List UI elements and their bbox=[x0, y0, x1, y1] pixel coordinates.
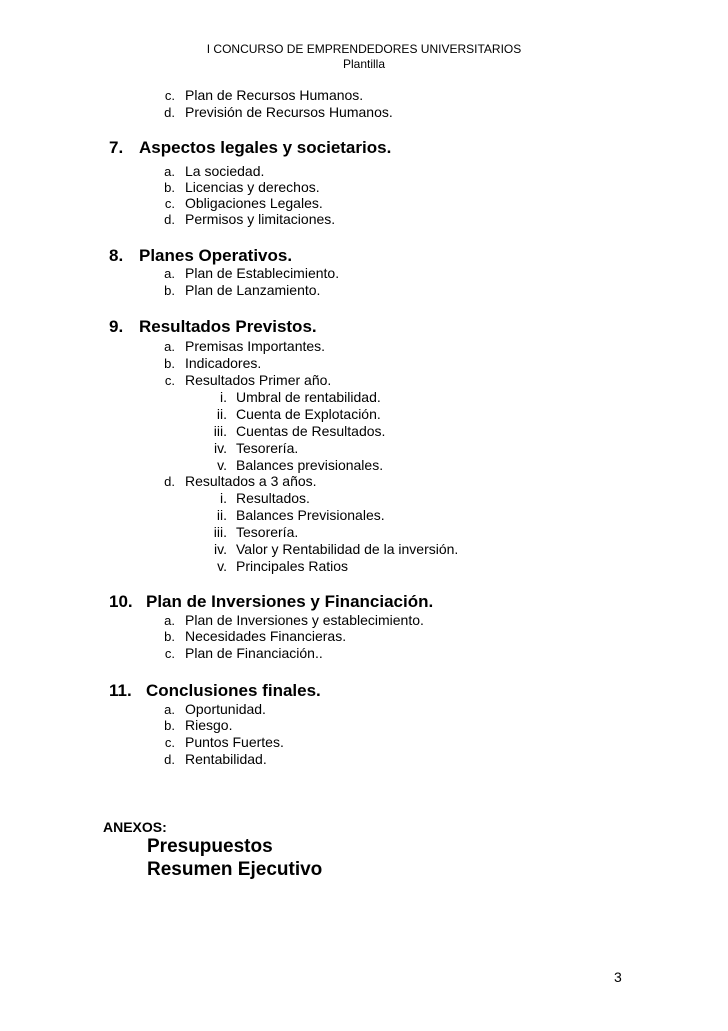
item-label: iii. bbox=[213, 423, 227, 439]
item-label: iv. bbox=[214, 440, 227, 456]
sub-list-item bbox=[205, 457, 383, 473]
item-label: c. bbox=[164, 196, 175, 211]
item-text: Puntos Fuertes. bbox=[185, 734, 284, 750]
section-number: 11. bbox=[109, 681, 132, 700]
sub-list-item bbox=[205, 423, 385, 439]
list-item bbox=[162, 355, 261, 371]
list-item bbox=[162, 372, 331, 388]
item-label: c. bbox=[164, 646, 175, 661]
item-text: Resultados Primer año. bbox=[185, 372, 332, 388]
list-item bbox=[162, 717, 232, 733]
item-text: Previsión de Recursos Humanos. bbox=[185, 104, 393, 120]
section-heading bbox=[109, 317, 317, 337]
section-title: Plan de Inversiones y Financiación. bbox=[146, 592, 434, 611]
item-text: Premisas Importantes. bbox=[185, 338, 326, 354]
list-item bbox=[162, 751, 267, 767]
item-label: a. bbox=[164, 164, 175, 179]
list-item bbox=[162, 282, 320, 298]
section-heading bbox=[109, 681, 321, 701]
item-label: ii. bbox=[216, 406, 227, 422]
item-label: c. bbox=[164, 735, 175, 750]
item-text: Permisos y limitaciones. bbox=[185, 211, 336, 227]
item-text: Plan de Recursos Humanos. bbox=[185, 87, 364, 103]
item-text: Balances Previsionales. bbox=[236, 507, 385, 523]
list-item bbox=[162, 645, 323, 661]
list-item bbox=[162, 211, 335, 227]
item-label: b. bbox=[164, 180, 175, 195]
item-text: Cuenta de Explotación. bbox=[236, 406, 381, 422]
item-label: i. bbox=[220, 389, 227, 405]
list-item bbox=[162, 195, 323, 211]
page-number: 3 bbox=[614, 969, 622, 985]
list-item bbox=[162, 701, 266, 717]
item-text: Oportunidad. bbox=[185, 701, 266, 717]
section-number: 8. bbox=[109, 246, 124, 265]
item-label: c. bbox=[164, 373, 175, 388]
section-number: 9. bbox=[109, 317, 124, 336]
item-text: Indicadores. bbox=[185, 355, 262, 371]
section-heading bbox=[109, 138, 391, 158]
item-text: Resultados a 3 años. bbox=[185, 473, 317, 489]
item-text: Obligaciones Legales. bbox=[185, 195, 323, 211]
item-text: Riesgo. bbox=[185, 717, 233, 733]
sub-list-item bbox=[205, 406, 381, 422]
item-label: a. bbox=[164, 266, 175, 281]
sub-list-item bbox=[205, 524, 298, 540]
sub-list-item bbox=[205, 558, 348, 574]
item-label: a. bbox=[164, 613, 175, 628]
section-title: Planes Operativos. bbox=[139, 246, 293, 265]
item-label: v. bbox=[217, 457, 227, 473]
list-item bbox=[162, 473, 317, 489]
section-heading bbox=[109, 592, 433, 612]
item-text: Cuentas de Resultados. bbox=[236, 423, 386, 439]
item-text: Necesidades Financieras. bbox=[185, 628, 347, 644]
section-title: Resultados Previstos. bbox=[139, 317, 317, 336]
list-item bbox=[162, 179, 320, 195]
item-text: Resultados. bbox=[236, 490, 310, 506]
section-number: 7. bbox=[109, 138, 124, 157]
item-label: a. bbox=[164, 702, 175, 717]
item-label: d. bbox=[164, 752, 175, 767]
section-heading bbox=[109, 246, 292, 266]
section-title: Aspectos legales y societarios. bbox=[139, 138, 392, 157]
item-label: b. bbox=[164, 283, 175, 298]
header-title: I CONCURSO DE EMPRENDEDORES UNIVERSITARIOS bbox=[206, 42, 522, 56]
item-label: iii. bbox=[213, 524, 227, 540]
sub-list-item bbox=[205, 507, 385, 523]
sub-list-item bbox=[205, 440, 298, 456]
list-item bbox=[162, 734, 284, 750]
item-label: d. bbox=[164, 474, 175, 489]
item-text: Umbral de rentabilidad. bbox=[236, 389, 381, 405]
item-label: b. bbox=[164, 629, 175, 644]
sub-list-item bbox=[205, 541, 458, 557]
item-text: Tesorería. bbox=[236, 440, 299, 456]
item-label: ii. bbox=[216, 507, 227, 523]
list-item bbox=[162, 338, 325, 354]
item-label: iv. bbox=[214, 541, 227, 557]
sub-list-item bbox=[205, 389, 381, 405]
list-item bbox=[162, 87, 363, 103]
item-label: a. bbox=[164, 339, 175, 354]
anexos-label: ANEXOS: bbox=[103, 819, 167, 835]
item-text: Principales Ratios bbox=[236, 558, 349, 574]
item-text: Rentabilidad. bbox=[185, 751, 267, 767]
section-number: 10. bbox=[109, 592, 133, 611]
item-text: Plan de Lanzamiento. bbox=[185, 282, 321, 298]
item-text: Plan de Financiación.. bbox=[185, 645, 323, 661]
item-text: La sociedad. bbox=[185, 163, 265, 179]
item-text: Licencias y derechos. bbox=[185, 179, 320, 195]
list-item bbox=[162, 265, 339, 281]
section-title: Conclusiones finales. bbox=[146, 681, 321, 700]
list-item bbox=[162, 163, 264, 179]
item-text: Valor y Rentabilidad de la inversión. bbox=[236, 541, 459, 557]
header-subtitle: Plantilla bbox=[342, 57, 386, 71]
anexo-item: Presupuestos bbox=[147, 836, 273, 857]
item-label: c. bbox=[164, 88, 175, 103]
list-item bbox=[162, 612, 424, 628]
item-label: b. bbox=[164, 718, 175, 733]
item-text: Tesorería. bbox=[236, 524, 299, 540]
item-label: b. bbox=[164, 356, 175, 371]
item-text: Balances previsionales. bbox=[236, 457, 384, 473]
item-label: v. bbox=[217, 558, 227, 574]
anexo-item: Resumen Ejecutivo bbox=[147, 859, 323, 880]
item-label: d. bbox=[164, 105, 175, 120]
item-label: d. bbox=[164, 212, 175, 227]
item-text: Plan de Establecimiento. bbox=[185, 265, 340, 281]
item-text: Plan de Inversiones y establecimiento. bbox=[185, 612, 424, 628]
sub-list-item bbox=[205, 490, 310, 506]
list-item bbox=[162, 628, 346, 644]
item-label: i. bbox=[220, 490, 227, 506]
list-item bbox=[162, 104, 393, 120]
